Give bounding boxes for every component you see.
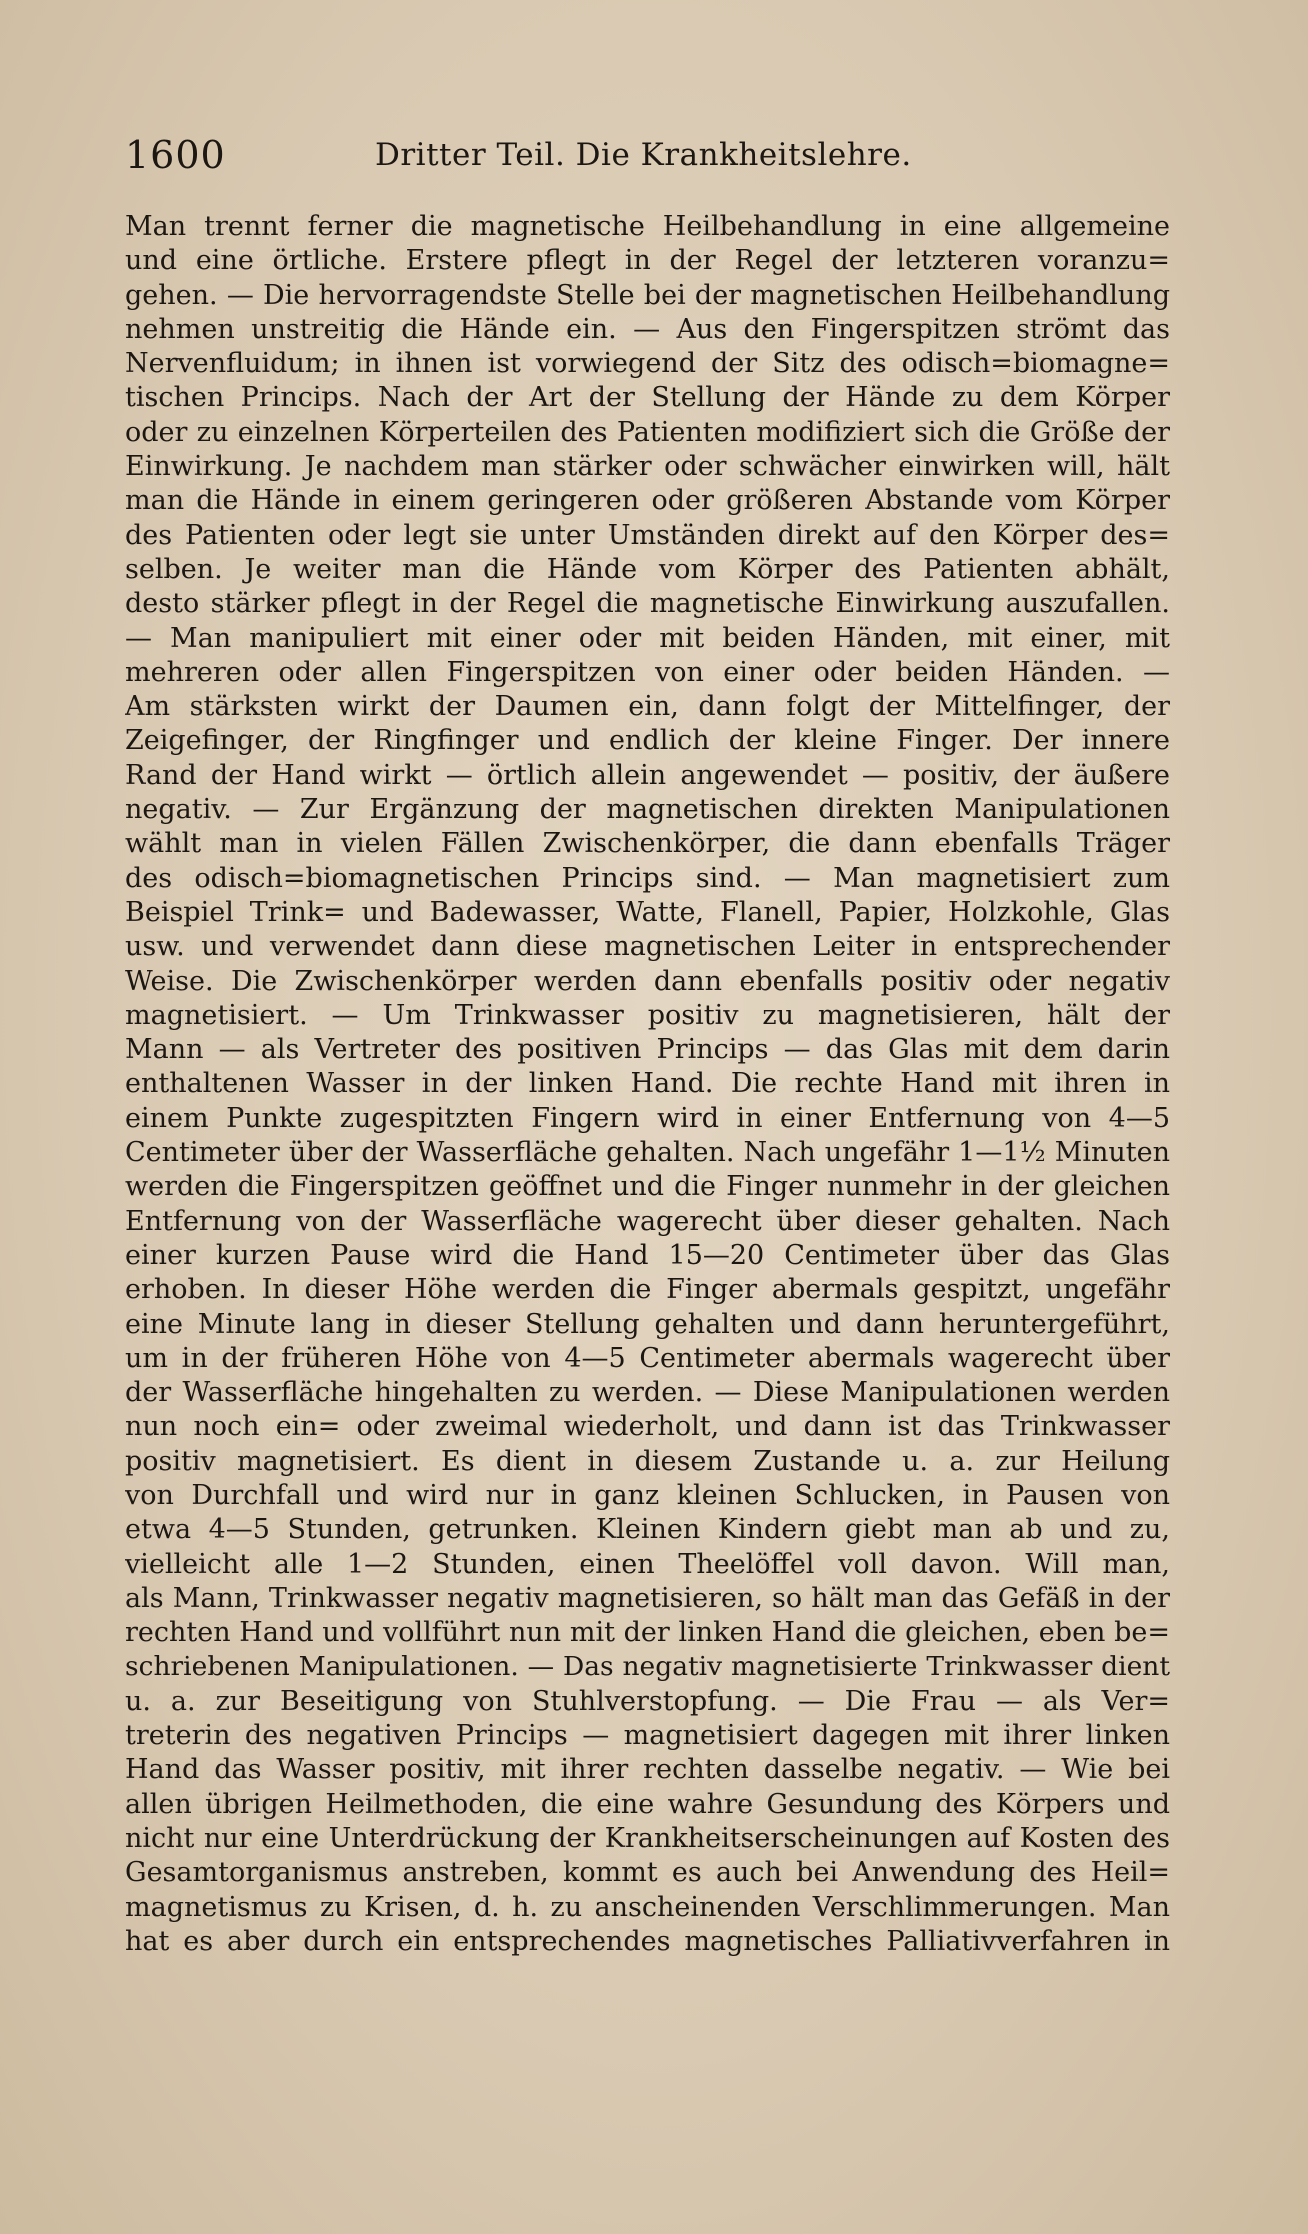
text-line: usw. und verwendet dann diese magnetischen Leiter in entsprechender [125,931,1170,963]
text-line: des Patienten oder legt sie unter Umständen direkt auf den Körper des= [125,519,1170,551]
text-line: magnetismus zu Krisen, d. h. zu anscheinenden Verschlimmerungen. Man [125,1891,1170,1923]
text-line: negativ. — Zur Ergänzung der magnetischen direkten Manipulationen [125,794,1170,826]
text-line: desto stärker pflegt in der Regel die magnetische Einwirkung auszufallen. [125,588,1170,620]
text-line: rechten Hand und vollführt nun mit der linken Hand die gleichen, eben be= [125,1617,1170,1649]
text-line: selben. Je weiter man die Hände vom Körper des Patienten abhält, [125,553,1170,585]
text-line: nun noch ein= oder zweimal wiederholt, und dann ist das Trinkwasser [125,1411,1170,1443]
text-line: Hand das Wasser positiv, mit ihrer rechten dasselbe negativ. — Wie bei [125,1754,1170,1786]
text-line: Gesamtorganismus anstreben, kommt es auch bei Anwendung des Heil= [125,1857,1170,1889]
text-line: mehreren oder allen Fingerspitzen von einer oder beiden Händen. — [125,656,1170,688]
text-line: von Durchfall und wird nur in ganz kleinen Schlucken, in Pausen von [125,1479,1170,1511]
text-line: tischen Princips. Nach der Art der Stellung der Hände zu dem Körper [125,382,1170,414]
text-line: Nervenfluidum; in ihnen ist vorwiegend der Sitz des odisch=biomagne= [125,348,1170,380]
text-line: — Man manipuliert mit einer oder mit beiden Händen, mit einer, mit [125,622,1170,654]
page-header [125,125,1175,185]
text-line: enthaltenen Wasser in der linken Hand. Die rechte Hand mit ihren in [125,1068,1170,1100]
text-line: Beispiel Trink= und Badewasser, Watte, Flanell, Papier, Holzkohle, Glas [125,896,1170,928]
text-line: treterin des negativen Princips — magnetisiert dagegen mit ihrer linken [125,1720,1170,1752]
text-line: Zeigefinger, der Ringfinger und endlich der kleine Finger. Der innere [125,725,1170,757]
text-line: vielleicht alle 1—2 Stunden, einen Theelöffel voll davon. Will man, [125,1548,1170,1580]
text-line: Mann — als Vertreter des positiven Princips — das Glas mit dem darin [125,1034,1170,1066]
text-line: um in der früheren Höhe von 4—5 Centimeter abermals wagerecht über [125,1342,1170,1374]
text-line: Man trennt ferner die magnetische Heilbehandlung in eine allgemeine [125,211,1170,242]
text-line: als Mann, Trinkwasser negativ magnetisieren, so hält man das Gefäß in der [125,1582,1170,1614]
text-line: u. a. zur Beseitigung von Stuhlverstopfung. — Die Frau — als Ver= [125,1685,1170,1717]
body-text [125,210,1170,1959]
text-line: etwa 4—5 Stunden, getrunken. Kleinen Kindern giebt man ab und zu, [125,1514,1170,1546]
text-line: erhoben. In dieser Höhe werden die Finger abermals gespitzt, ungefähr [125,1274,1170,1306]
text-line: Weise. Die Zwischenkörper werden dann ebenfalls positiv oder negativ [125,965,1170,997]
text-line: hat es aber durch ein entsprechendes magnetisches Palliativverfahren in [125,1925,1170,1957]
text-line: Einwirkung. Je nachdem man stärker oder schwächer einwirken will, hält [125,451,1170,483]
text-line: nehmen unstreitig die Hände ein. — Aus den Fingerspitzen strömt das [125,313,1170,345]
text-line: allen übrigen Heilmethoden, die eine wahre Gesundung des Körpers und [125,1788,1170,1820]
text-line: eine Minute lang in dieser Stellung gehalten und dann heruntergeführt, [125,1308,1170,1340]
text-line: Entfernung von der Wasserfläche wagerecht über dieser gehalten. Nach [125,1205,1170,1237]
text-line: oder zu einzelnen Körperteilen des Patienten modifiziert sich die Größe der [125,416,1170,448]
text-line: magnetisiert. — Um Trinkwasser positiv zu magnetisieren, hält der [125,999,1170,1031]
text-line: werden die Fingerspitzen geöffnet und die Finger nunmehr in der gleichen [125,1171,1170,1203]
text-line: einem Punkte zugespitzten Fingern wird in einer Entfernung von 4—5 [125,1102,1170,1134]
text-line: Centimeter über der Wasserfläche gehalten. Nach ungefähr 1—1½ Minuten [125,1137,1170,1169]
running-head: Dritter Teil. Die Krankheitslehre. [375,137,912,173]
text-line: Am stärksten wirkt der Daumen ein, dann folgt der Mittelfinger, der [125,691,1170,723]
text-line: und eine örtliche. Erstere pflegt in der Regel der letzteren voranzu= [125,245,1170,277]
page-number: 1600 [125,133,226,177]
text-line: Rand der Hand wirkt — örtlich allein angewendet — positiv, der äußere [125,759,1170,791]
text-line: nicht nur eine Unterdrückung der Krankheitserscheinungen auf Kosten des [125,1822,1170,1854]
text-line: positiv magnetisiert. Es dient in diesem Zustande u. a. zur Heilung [125,1445,1170,1477]
text-line: wählt man in vielen Fällen Zwischenkörper, die dann ebenfalls Träger [125,828,1170,860]
text-line: gehen. — Die hervorragendste Stelle bei der magnetischen Heilbehandlung [125,279,1170,311]
text-line: einer kurzen Pause wird die Hand 15—20 Centimeter über das Glas [125,1239,1170,1271]
text-line: der Wasserfläche hingehalten zu werden. — Diese Manipulationen werden [125,1377,1170,1409]
text-line: man die Hände in einem geringeren oder größeren Abstande vom Körper [125,485,1170,517]
text-line: des odisch=biomagnetischen Princips sind. — Man magnetisiert zum [125,862,1170,894]
text-line: schriebenen Manipulationen. — Das negativ magnetisierte Trinkwasser dient [125,1651,1170,1683]
